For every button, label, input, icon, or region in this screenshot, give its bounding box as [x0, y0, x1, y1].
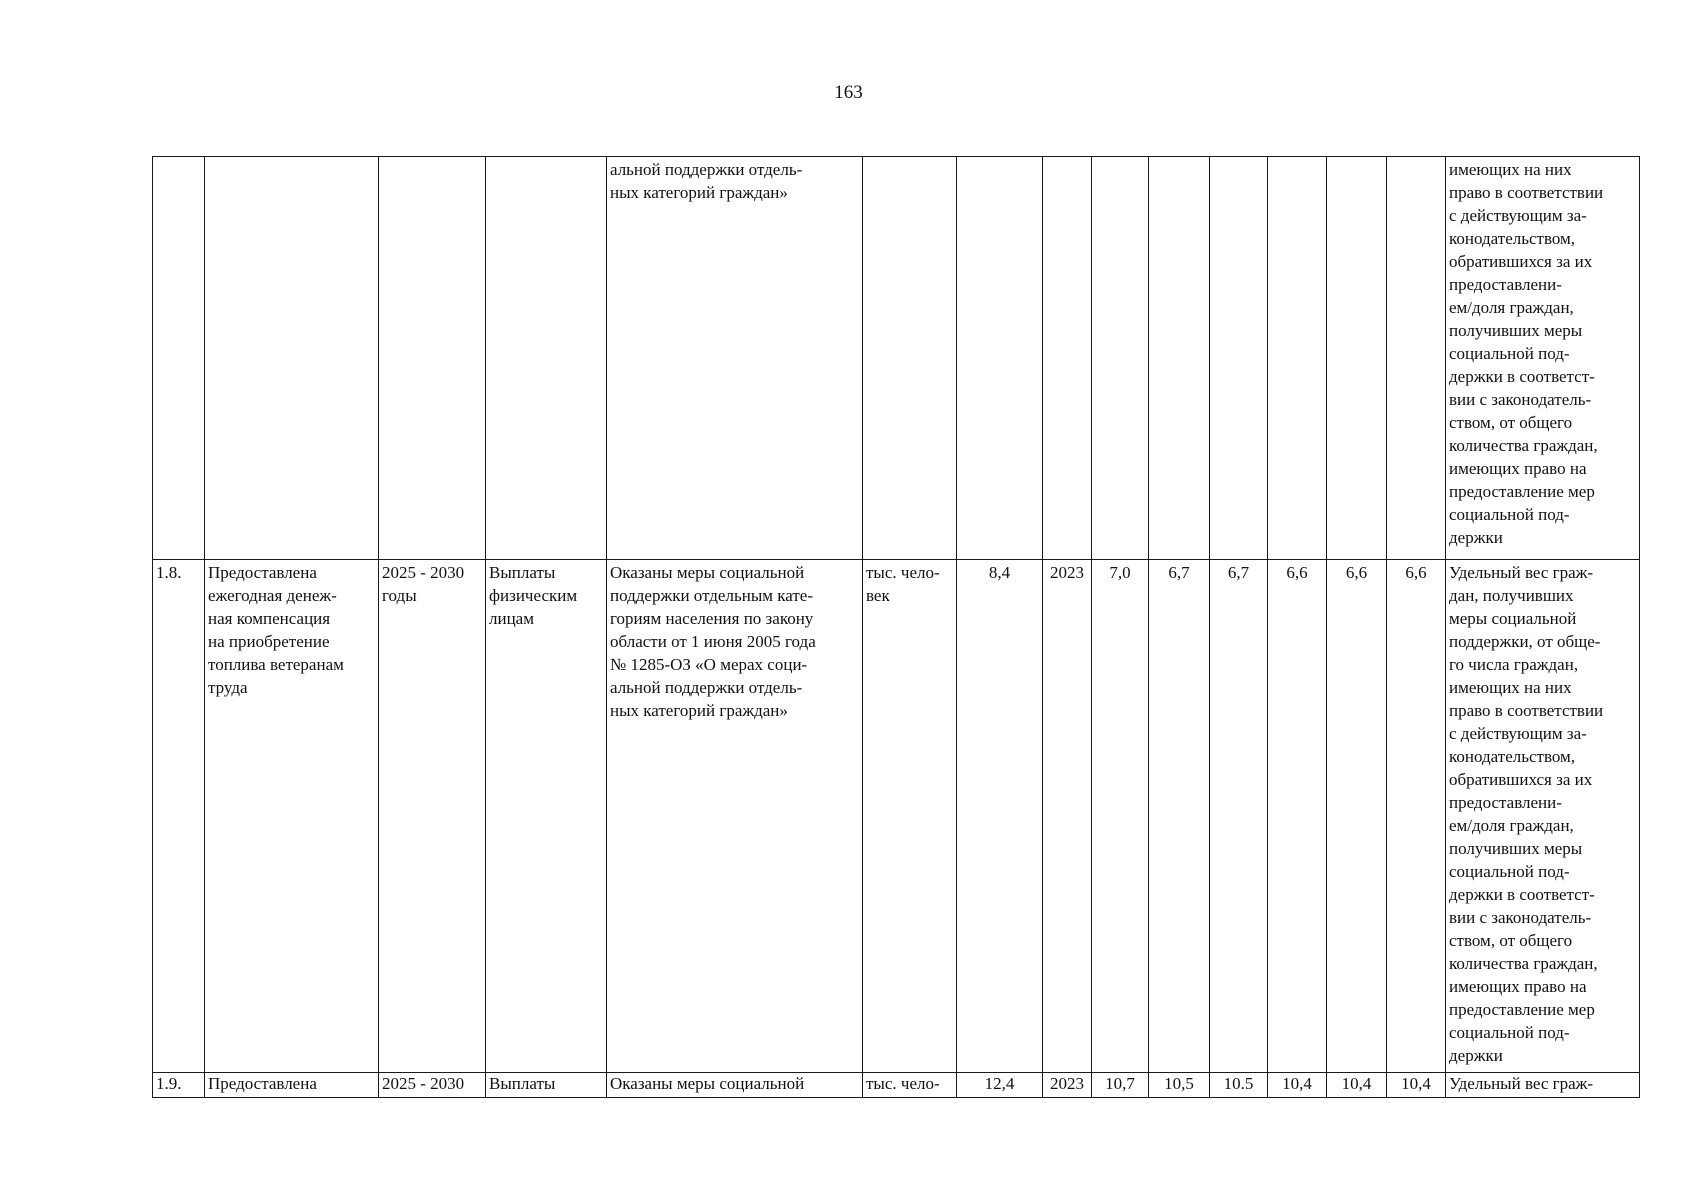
cell-year-2	[1149, 157, 1210, 560]
cell-year-5	[1327, 157, 1387, 560]
cell-indicator: Удельный вес граж- дан, получивших меры социальной поддержки, от обще- го числа граждан, имеющих на них право в соответствии с действующим за- конодательством, обратившихся за их предоставлени- ем/доля граждан, получивших меры социальной под- держки в соответст- вии с законодатель- ством, от общего количества граждан, имеющих право на предоставление мер социальной под- держки	[1446, 560, 1640, 1073]
cell-base-value: 8,4	[957, 560, 1043, 1073]
cell-no: 1.9.	[153, 1073, 205, 1098]
cell-year-1	[1092, 157, 1149, 560]
cell-year-4: 10,4	[1268, 1073, 1327, 1098]
cell-period: 2025 - 2030 годы	[379, 560, 486, 1073]
cell-description: Оказаны меры социальной поддержки отдельным кате- гориям населения по закону области от 1 июня 2005 года № 1285-ОЗ «О мерах соци- альной поддержки отдель- ных категорий граждан»	[607, 560, 863, 1073]
cell-year-3: 6,7	[1210, 560, 1268, 1073]
cell-base-year: 2023	[1043, 1073, 1092, 1098]
cell-description: альной поддержки отдель- ных категорий граждан»	[607, 157, 863, 560]
table-row	[153, 1073, 1640, 1098]
cell-year-5: 10,4	[1327, 1073, 1387, 1098]
cell-year-5: 6,6	[1327, 560, 1387, 1073]
cell-base-year: 2023	[1043, 560, 1092, 1073]
cell-name	[205, 157, 379, 560]
cell-type: Выплаты физическим лицам	[486, 560, 607, 1073]
table-row	[153, 560, 1640, 1073]
cell-year-2: 6,7	[1149, 560, 1210, 1073]
cell-no: 1.8.	[153, 560, 205, 1073]
cell-year-6: 6,6	[1387, 560, 1446, 1073]
cell-type	[486, 157, 607, 560]
cell-description: Оказаны меры социальной	[607, 1073, 863, 1098]
cell-name: Предоставлена ежегодная денеж- ная компенсация на приобретение топлива ветеранам труда	[205, 560, 379, 1073]
cell-indicator: имеющих на них право в соответствии с действующим за- конодательством, обратившихся за их предоставлени- ем/доля граждан, получивших меры социальной под- держки в соответст- вии с законодатель- ством, от общего количества граждан, имеющих право на предоставление мер социальной под- держки	[1446, 157, 1640, 560]
cell-base-value: 12,4	[957, 1073, 1043, 1098]
measures-table	[152, 156, 1640, 1098]
cell-name: Предоставлена	[205, 1073, 379, 1098]
cell-type: Выплаты	[486, 1073, 607, 1098]
cell-base-value	[957, 157, 1043, 560]
cell-unit: тыс. чело-	[863, 1073, 957, 1098]
cell-period: 2025 - 2030	[379, 1073, 486, 1098]
cell-year-1: 7,0	[1092, 560, 1149, 1073]
cell-indicator: Удельный вес граж-	[1446, 1073, 1640, 1098]
cell-year-2: 10,5	[1149, 1073, 1210, 1098]
cell-year-4	[1268, 157, 1327, 560]
cell-year-3: 10.5	[1210, 1073, 1268, 1098]
cell-year-3	[1210, 157, 1268, 560]
cell-year-6: 10,4	[1387, 1073, 1446, 1098]
cell-base-year	[1043, 157, 1092, 560]
cell-unit: тыс. чело- век	[863, 560, 957, 1073]
cell-no	[153, 157, 205, 560]
cell-period	[379, 157, 486, 560]
cell-year-6	[1387, 157, 1446, 560]
cell-year-1: 10,7	[1092, 1073, 1149, 1098]
page-number: 163	[834, 82, 863, 103]
table-row	[153, 157, 1640, 560]
cell-year-4: 6,6	[1268, 560, 1327, 1073]
cell-unit	[863, 157, 957, 560]
